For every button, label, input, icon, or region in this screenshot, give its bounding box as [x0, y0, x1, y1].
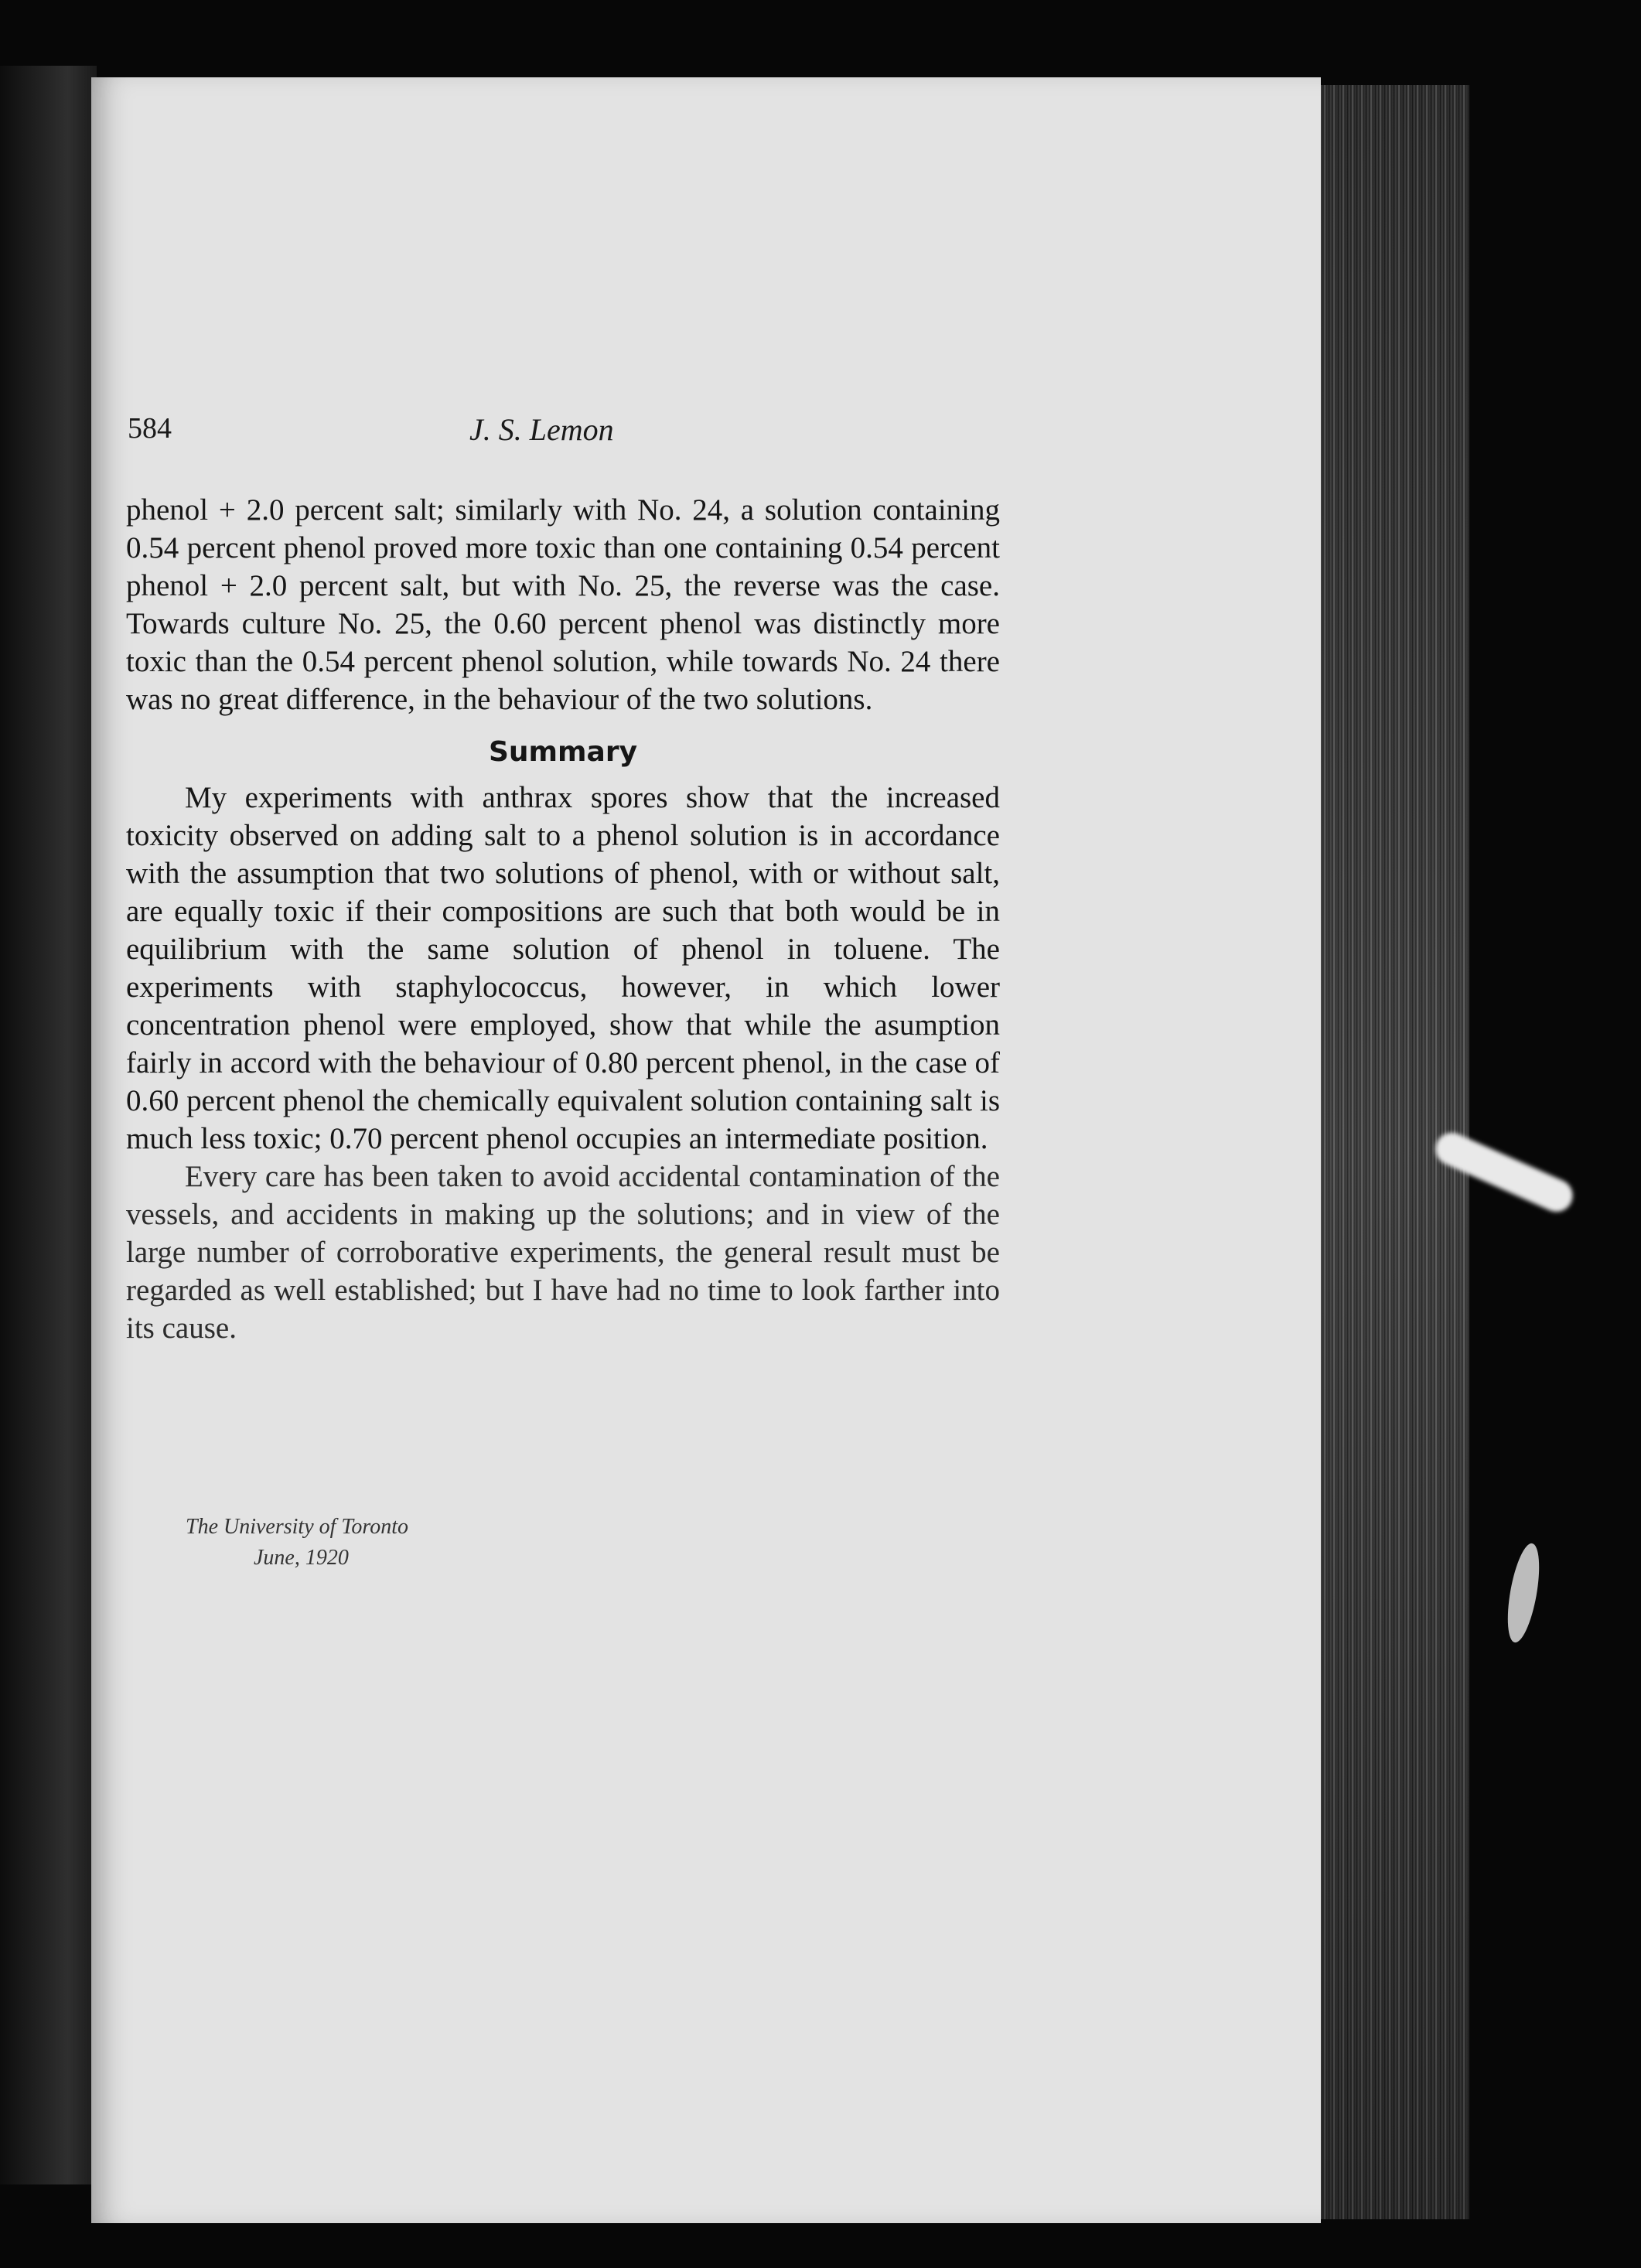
summary-paragraph: Every care has been taken to avoid accidental contamination of the vessels, and accidents in making up the solutions; and in view of the large number of corroborative experiments, the general result must be regarded as well established; but I have had no time to look farther into its cause. — [126, 1160, 1000, 1345]
summary-paragraph: My experiments with anthrax spores show that the increased toxicity observed on adding salt to a phenol solution is in accordance with the assumption that two solutions of phenol, with or without salt, are equally toxic if their compositions are such that both would be in equilibrium with the same solution of phenol in toluene. The experiments with staphylococcus, however, in which lower concentration phenol were employed, show that while the asumption fairly in accord with the behaviour of 0.80 percent phenol, in the case of 0.60 percent phenol the chemically equivalent solution containing salt is much less toxic; 0.70 percent phenol occupies an intermediate position. — [126, 781, 1000, 1155]
book-cover-edge — [0, 66, 97, 2184]
affiliation-date: June, 1920 — [254, 1546, 349, 1570]
affiliation-institution: The University of Toronto — [186, 1515, 409, 1539]
section-heading-summary: Summary — [488, 736, 638, 768]
running-title: J. S. Lemon — [469, 412, 614, 447]
running-head — [128, 411, 1001, 458]
paragraph-continued: phenol + 2.0 percent salt; similarly with No. 24, a solution containing 0.54 percent phenol proved more toxic than one containing 0.54 percent phenol + 2.0 percent salt, but with No. 25, the reverse was the case. Towards culture No. 25, the 0.60 percent phenol was distinctly more toxic than the 0.54 percent phenol solution, while towards No. 24 there was no great difference, in the behaviour of the two solutions. — [126, 493, 1000, 716]
author-affiliation — [186, 1512, 650, 1574]
body-text — [126, 491, 1000, 1347]
page-number: 584 — [128, 412, 172, 445]
